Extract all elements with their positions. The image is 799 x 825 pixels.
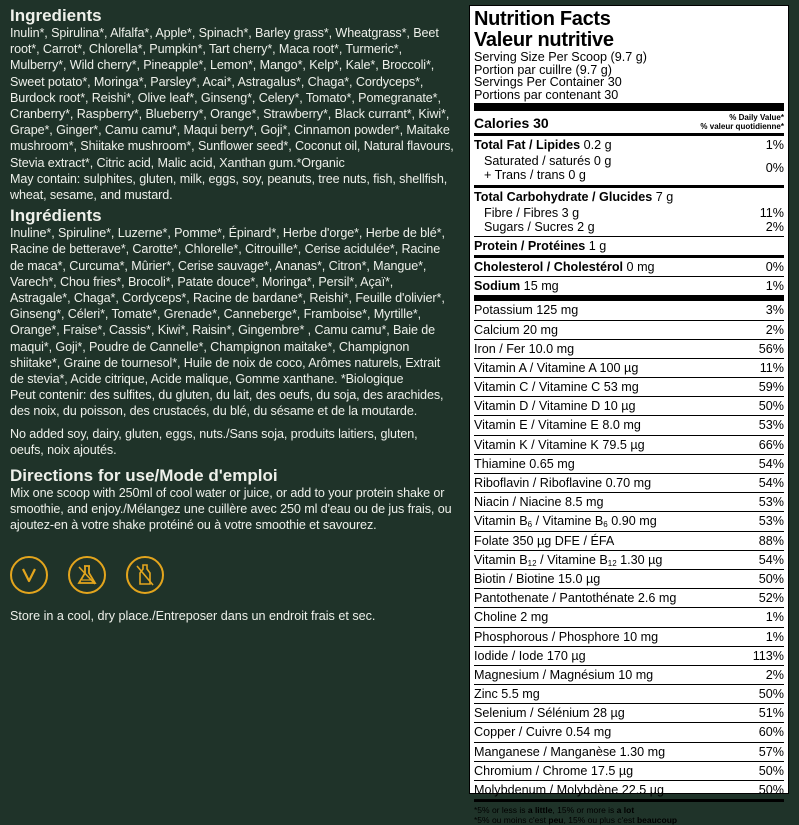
nutrient-row: [474, 339, 784, 358]
nutrient-row: [474, 703, 784, 722]
vegan-v-icon: [10, 556, 48, 594]
nutrient-pct: 1%: [765, 610, 784, 625]
nutrient-row: [474, 396, 784, 415]
nutrient-row: [474, 684, 784, 703]
dairy-free-bottle-icon: [126, 556, 164, 594]
nutrient-label: Niacin / Niacine 8.5 mg: [474, 495, 604, 510]
serving-size: Serving Size Per Scoop (9.7 g): [474, 50, 647, 64]
sugars-pct: 2%: [765, 219, 784, 234]
nutrient-label: Iodide / Iode 170 µg: [474, 648, 586, 663]
nutrient-label: Magnesium / Magnésium 10 mg: [474, 667, 654, 682]
dv-header-en: % Daily Value*: [729, 113, 784, 122]
carb-amount: 7 g: [652, 189, 674, 204]
nutrient-row: [474, 377, 784, 396]
nutrient-pct: 54%: [758, 476, 784, 491]
nutrient-label: Vitamin D / Vitamine D 10 µg: [474, 399, 636, 414]
nutrient-pct: 53%: [758, 418, 784, 433]
nutrient-list-2: [474, 569, 784, 799]
nutrient-pct: 57%: [758, 744, 784, 759]
nutrient-label: Copper / Cuivre 0.54 mg: [474, 725, 612, 740]
cholesterol-pct: 0%: [765, 259, 784, 274]
nutrient-label: Calcium 20 mg: [474, 322, 558, 337]
nutrient-pct: 60%: [758, 725, 784, 740]
directions-text: Mix one scoop with 250ml of cool water or juice, or add to your protein shake or smoothie, and enjoy./Mélangez une cuillère avec 250 ml d'eau ou de jus frais, ou ajoutez-en à votre shake protéiné ou à votre smoothie et savourez.: [10, 486, 452, 533]
sodium-label: Sodium: [474, 279, 521, 294]
nutrient-pct: 3%: [765, 303, 784, 318]
nutrient-row: [474, 358, 784, 377]
nutrient-label: Pantothenate / Pantothénate 2.6 mg: [474, 591, 677, 606]
protein-row: [474, 236, 784, 255]
nutrient-label: Selenium / Sélénium 28 µg: [474, 706, 625, 721]
nutrient-pct: 1%: [765, 629, 784, 644]
nutrient-label: Molybdenum / Molybdène 22.5 µg: [474, 783, 664, 798]
nutrient-row: [474, 492, 784, 511]
trans-fat: + Trans / trans 0 g: [484, 168, 586, 183]
nutrient-pct: 51%: [758, 706, 784, 721]
nutrient-row: [474, 722, 784, 741]
nutrient-pct: 56%: [758, 341, 784, 356]
nutrient-label: Vitamin C / Vitamine C 53 mg: [474, 380, 639, 395]
nutrient-row-folate: [474, 531, 784, 550]
nutrient-label: Vitamin K / Vitamine K 79.5 µg: [474, 437, 645, 452]
nutrient-row: [474, 301, 784, 319]
nutrient-row-b12: Vitamin $B_{12}$ / Vitamine $B_{12}$ 1.30 µg 54%: [474, 550, 784, 569]
nutrient-pct: 50%: [758, 763, 784, 778]
nutrient-row: [474, 627, 784, 646]
calories-row: [474, 111, 784, 133]
total-fat-label: Total Fat / Lipides: [474, 138, 581, 152]
nutrient-pct: 11%: [759, 360, 784, 375]
sodium-amount: 15 mg: [520, 279, 559, 294]
sodium-row: [474, 276, 784, 295]
nutrient-label: Thiamine 0.65 mg: [474, 456, 575, 471]
sugars: Sugars / Sucres 2 g: [484, 219, 595, 234]
nutrient-label: Vitamin E / Vitamine E 8.0 mg: [474, 418, 641, 433]
storage-instructions: Store in a cool, dry place./Entreposer dans un endroit frais et sec.: [10, 608, 376, 623]
ingredients-fr: Inuline*, Spiruline*, Luzerne*, Pomme*, Épinard*, Herbe d'orge*, Herbe de blé*, Racine de betterave*, Carotte*, Chlorelle*, Citrouille*, Cerise acidulée*, Racine de maca*, Curcuma*, Mûrier*, Cerise sauvage*, Ananas*, Citron*, Mangue*, Varech*, Chou fries*, Brocoli*, Patate douce*, Moringa*, Persil*, Açaï*, Astragale*, Chaga*, Cordyceps*, Racine de bardane*, Reishi*, Feuille d'olivier*, Ginseng*, Céleri*, Tomate*, Grenade*, Canneberge*, Framboise*, Myrtille*, Orange*, Fraise*, Cassis*, Kiwi*, Raisin*, Gingembre* , Camu camu*, Baie de maqui*, Goji*, Poudre de Cannelle*, Champignon maitake*, Champignon shiitake*, Graine de tournesol*, Huile de noix de coco, Arômes naturels, Extrait de stevia*, Acide citrique, Acide malique, Gomme xanthane. *Biologique: [10, 226, 445, 387]
no-added-statement: No added soy, dairy, gluten, eggs, nuts./Sans soja, produits laitiers, gluten, oeufs, noix ajoutés.: [10, 426, 418, 457]
directions-title: Directions for use/Mode d'emploi: [10, 466, 278, 486]
nutrient-row-b6: Vitamin $B_6$ / Vitamine $B_6$ 0.90 mg 53%: [474, 511, 784, 530]
diet-icons: [10, 556, 454, 594]
nutrient-pct: 113%: [752, 648, 784, 663]
nutrient-label: Iron / Fer 10.0 mg: [474, 341, 575, 356]
nutrient-row: [474, 761, 784, 780]
gluten-free-flask-icon: [68, 556, 106, 594]
nutrient-pct: 2%: [765, 667, 784, 682]
calories: Calories 30: [474, 115, 549, 131]
dv-header-fr: % valeur quotidienne*: [700, 122, 784, 131]
nf-title-en: Nutrition Facts: [474, 8, 611, 30]
nutrient-row: [474, 665, 784, 684]
nutrient-row: [474, 473, 784, 492]
nutrient-label: Choline 2 mg: [474, 610, 549, 625]
nutrient-row: [474, 415, 784, 434]
nutrient-label: Riboflavin / Riboflavine 0.70 mg: [474, 476, 652, 491]
protein-label: Protein / Protéines: [474, 238, 586, 253]
nutrient-pct: 66%: [758, 437, 784, 452]
total-fat-amount: 0.2 g: [580, 138, 612, 152]
nutrient-list: [474, 301, 784, 511]
nutrient-pct: 59%: [758, 380, 784, 395]
carb-label: Total Carbohydrate / Glucides: [474, 189, 653, 204]
nutrient-pct: 88%: [758, 533, 784, 548]
cholesterol-amount: 0 mg: [623, 259, 655, 274]
nutrient-label: Phosphorous / Phosphore 10 mg: [474, 629, 659, 644]
servings: Servings Per Container 30: [474, 75, 622, 89]
ingredients-en: Inulin*, Spirulina*, Alfalfa*, Apple*, Spinach*, Barley grass*, Wheatgrass*, Beet root*, Carrot*, Chlorella*, Pumpkin*, Tart cherry*, Maca root*, Turmeric*, Mulberry*, Wild cherry*, Pineapple*, Lemon*, Mango*, Kelp*, Kale*, Broccoli*, Sweet potato*, Moringa*, Parsley*, Acai*, Astragalus*, Chaga*, Cordyceps*, Burdock root*, Reishi*, Olive leaf*, Ginseng*, Celery*, Tomato*, Pomegranate*, Cranberry*, Raspberry*, Blueberry*, Orange*, Strawberry*, Black currant*, Kiwi*, Grape*, Ginger*, Camu camu*, Maqui berry*, Goji*, Cinnamon powder*, Maitake mushroom*, Shiitake mushroom*, Sunflower seed*, Coconut oil, Natural flavours, Stevia extract*, Citric acid, Malic acid, Xanthan gum.*Organic: [10, 26, 454, 170]
nutrient-row: [474, 588, 784, 607]
cholesterol-label: Cholesterol / Cholestérol: [474, 259, 624, 274]
fibre: Fibre / Fibres 3 g: [484, 205, 580, 220]
carb-row: [474, 188, 784, 206]
nutrient-pct: 2%: [765, 322, 784, 337]
sugars-row: [474, 220, 784, 236]
nutrient-pct: 52%: [758, 591, 784, 606]
nutrient-row: [474, 646, 784, 665]
nutrient-row: [474, 607, 784, 626]
nutrient-row: [474, 742, 784, 761]
total-fat-pct: 1%: [765, 138, 784, 152]
fibre-pct: 11%: [759, 205, 784, 220]
portions: Portions par contenant 30: [474, 87, 619, 102]
nutrient-pct: 54%: [758, 456, 784, 471]
nutrient-row: [474, 320, 784, 339]
sat-trans-block: [474, 154, 784, 182]
nutrient-label: Folate 350 µg DFE / ÉFA: [474, 533, 615, 548]
nutrient-row: [474, 569, 784, 588]
nutrient-label: Potassium 125 mg: [474, 303, 579, 318]
ingredients-title: Ingredients: [10, 6, 102, 25]
ingredients-title-fr: Ingrédients: [10, 206, 102, 226]
sat-trans-pct: 0%: [765, 161, 784, 176]
nutrient-pct: 54%: [758, 552, 784, 567]
footnote: *5% or less is a little, 15% or more is a lot *5% ou moins c'est peu, 15% ou plus c'est beaucoup: [474, 799, 784, 825]
sodium-pct: 1%: [765, 279, 784, 294]
nf-title-fr: Valeur nutritive: [474, 29, 614, 51]
nutrient-row: [474, 780, 784, 799]
nutrient-pct: 53%: [758, 514, 784, 529]
nutrient-label: Biotin / Biotine 15.0 µg: [474, 571, 601, 586]
nutrient-label: Vitamin A / Vitamine A 100 µg: [474, 360, 639, 375]
may-contain-fr: Peut contenir: des sulfites, du gluten, du lait, des oeufs, du soja, des arachides, des noix, du poisson, des crustacés, du blé, du sésame et de la moutarde.: [10, 388, 444, 419]
fibre-row: [474, 206, 784, 220]
cholesterol-row: [474, 255, 784, 276]
nutrient-pct: 53%: [758, 495, 784, 510]
nutrition-facts-panel: [469, 5, 789, 825]
nutrient-row: [474, 435, 784, 454]
protein-amount: 1 g: [585, 238, 607, 253]
nutrient-row: [474, 454, 784, 473]
portion: Portion par cuillre (9.7 g): [474, 62, 612, 77]
nutrient-label: Zinc 5.5 mg: [474, 687, 540, 702]
total-fat-row: [474, 136, 784, 154]
nutrient-pct: 50%: [758, 399, 784, 414]
saturated-fat: Saturated / saturés 0 g: [484, 154, 612, 169]
nutrient-label: Chromium / Chrome 17.5 µg: [474, 763, 634, 778]
nutrient-pct: 50%: [758, 783, 784, 798]
nutrient-pct: 50%: [758, 571, 784, 586]
nutrient-label: Manganese / Manganèse 1.30 mg: [474, 744, 666, 759]
nutrient-pct: 50%: [758, 687, 784, 702]
may-contain-en: May contain: sulphites, gluten, milk, eggs, soy, peanuts, tree nuts, fish, shellfish, wheat, sesame, and mustard.: [10, 171, 448, 203]
